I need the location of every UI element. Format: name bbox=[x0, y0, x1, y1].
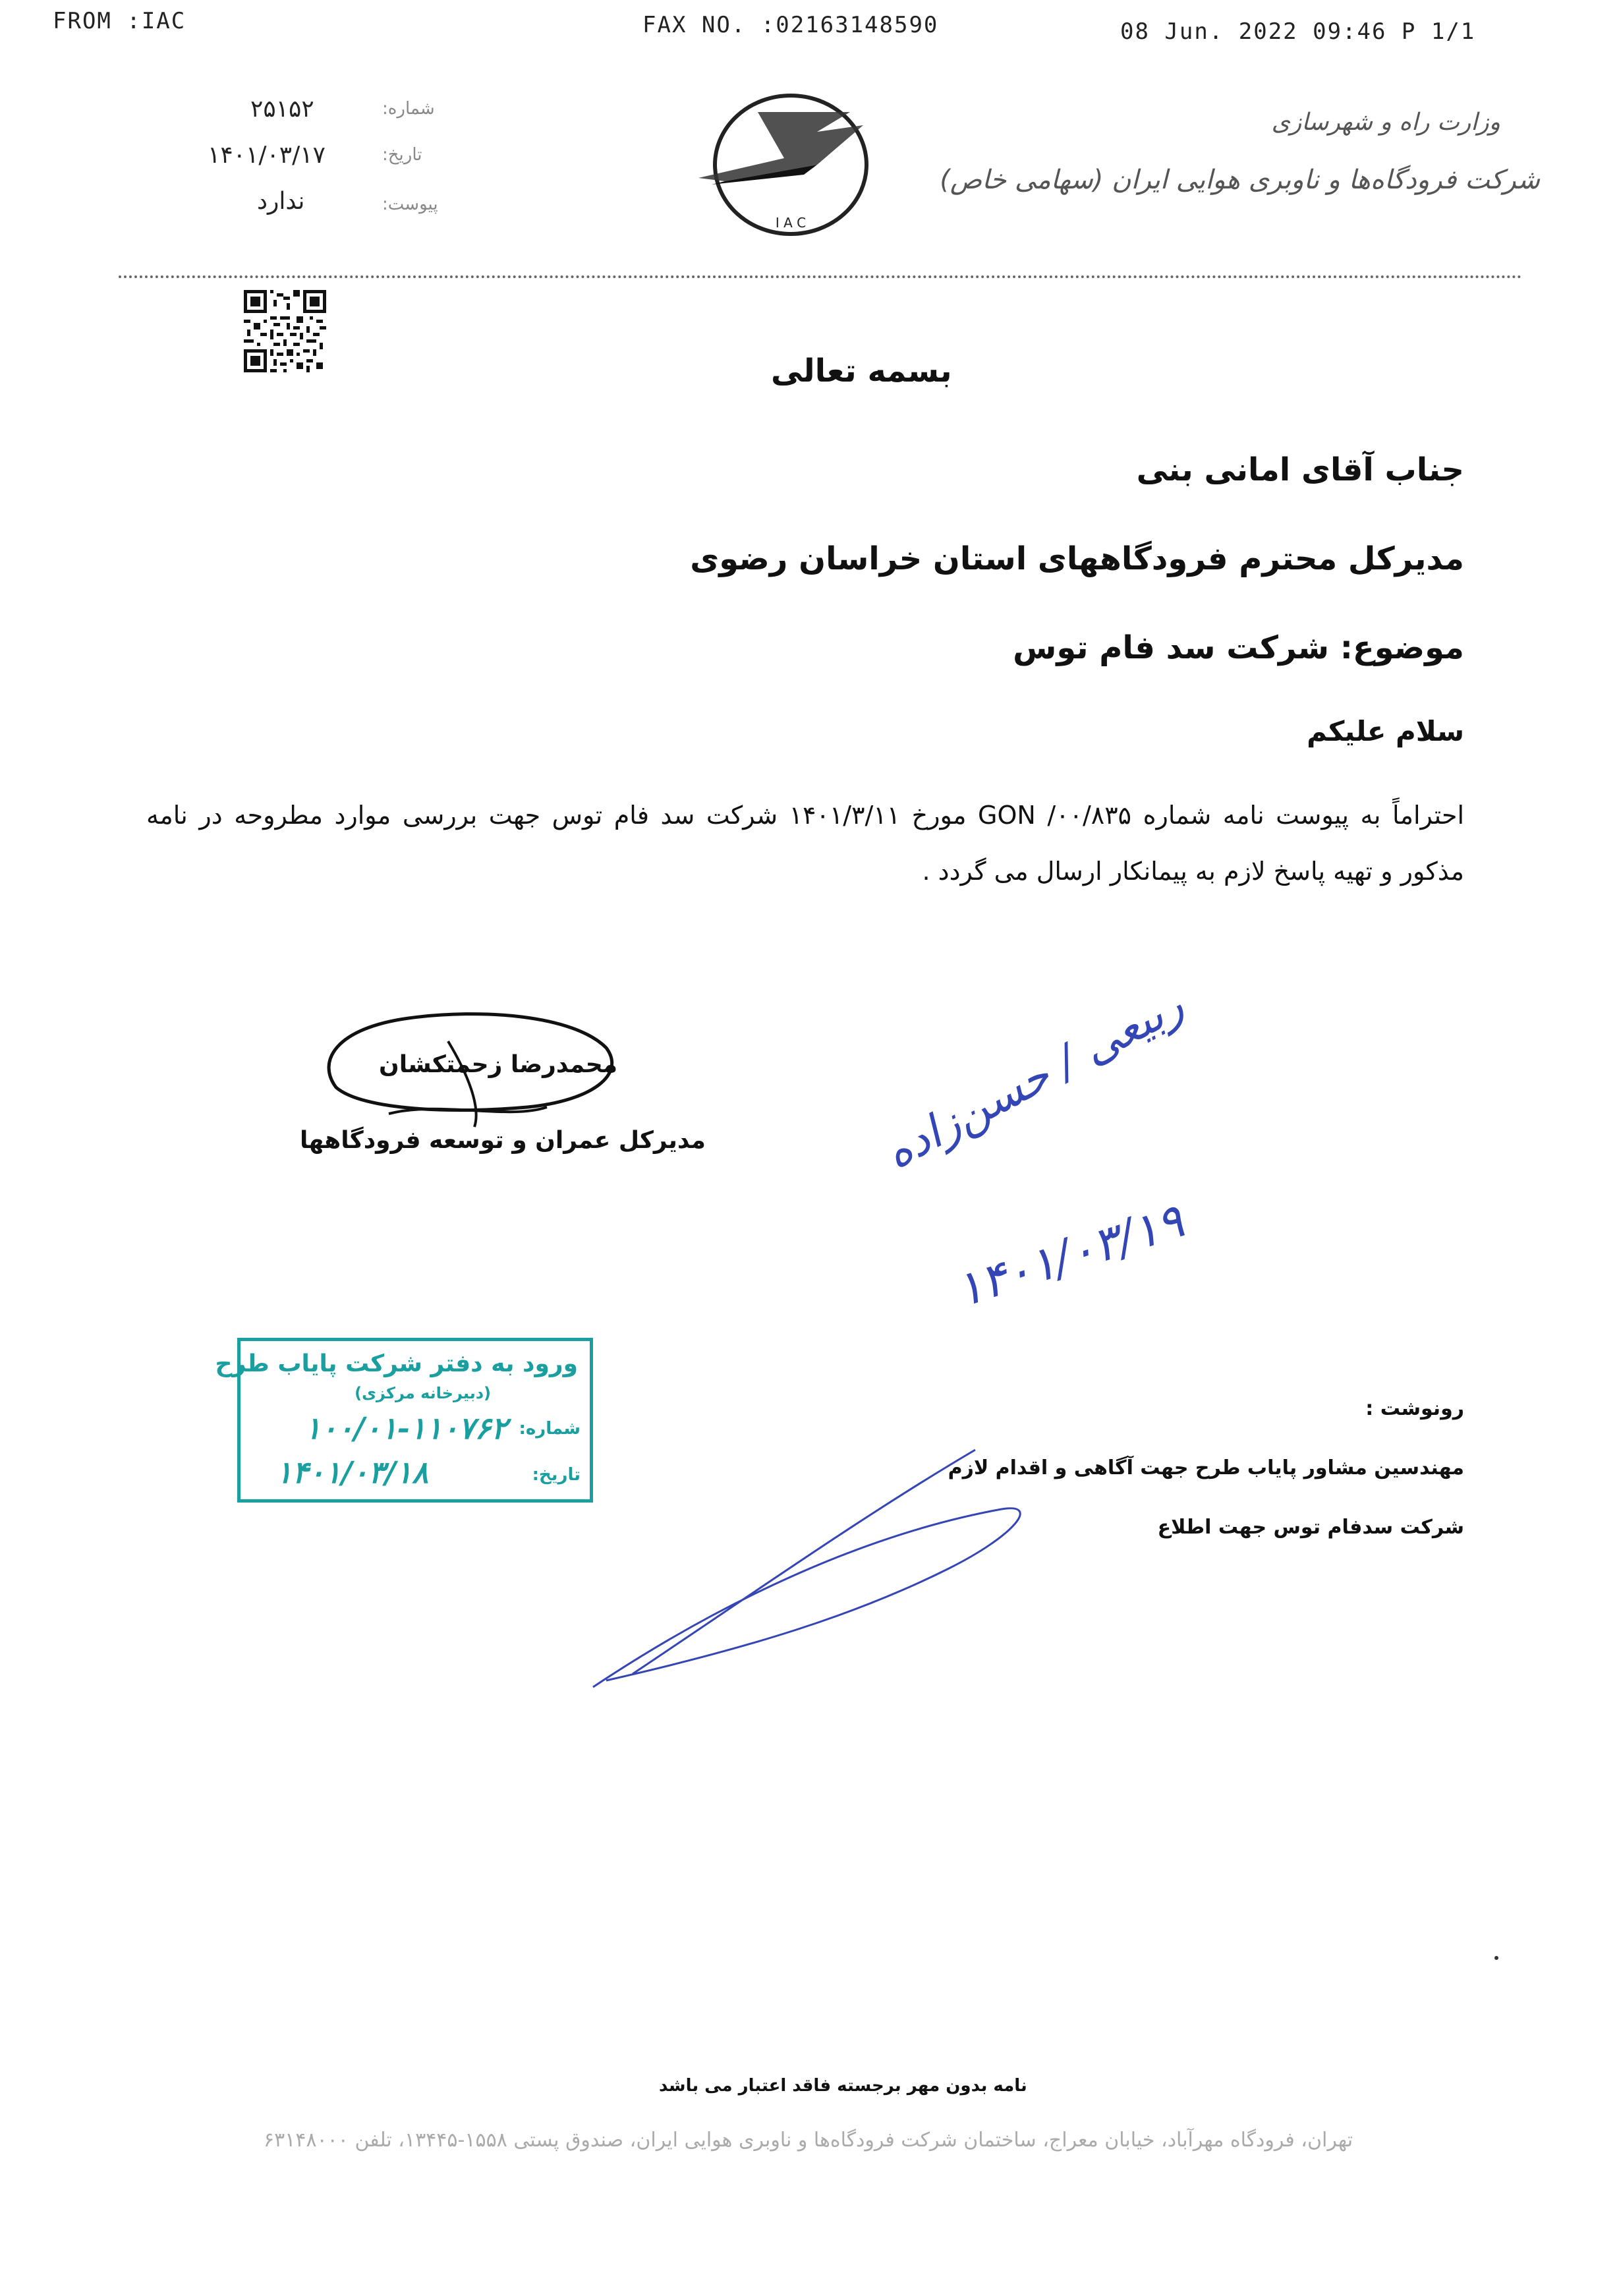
footer-validity-note: نامه بدون مهر برجسته فاقد اعتبار می باشد bbox=[659, 2076, 1027, 2096]
iac-logo-icon bbox=[685, 86, 883, 250]
number-value: ۲۵۱۵۲ bbox=[250, 96, 314, 123]
org-company: شرکت فرودگاه‌ها و ناوبری هوایی ایران (سهامی خاص) bbox=[940, 165, 1540, 195]
bismillah-heading: بسمه تعالی bbox=[771, 353, 952, 389]
receipt-stamp bbox=[215, 1338, 593, 1503]
pen-signature-icon bbox=[580, 1437, 1054, 1700]
recipient-title: مدیرکل محترم فرودگاههای استان خراسان رضوی bbox=[690, 540, 1464, 577]
cc-heading: رونوشت : bbox=[1365, 1397, 1464, 1420]
fax-date-page: 08 Jun. 2022 09:46 P 1/1 bbox=[1120, 18, 1476, 45]
subject-line: موضوع: شرکت سد فام توس bbox=[1013, 629, 1464, 666]
cc-line-contractor: شرکت سدفام توس جهت اطلاع bbox=[1157, 1516, 1464, 1539]
signatory-title: مدیرکل عمران و توسعه فرودگاهها bbox=[300, 1127, 706, 1154]
handwritten-date: ۱۴۰۱/۰۳/۱۹ bbox=[949, 1192, 1191, 1318]
greeting: سلام علیکم bbox=[1307, 715, 1464, 747]
stamp-subtitle: (دبیرخانه مرکزی) bbox=[355, 1384, 491, 1402]
fax-from: FROM :IAC bbox=[53, 8, 186, 34]
qr-code-icon bbox=[244, 290, 326, 372]
attachment-label: پیوست: bbox=[382, 194, 438, 214]
signatory-name: محمدرضا زحمتکشان bbox=[379, 1051, 618, 1078]
handwritten-note: ربیعی / حسن‌زاده bbox=[876, 979, 1192, 1180]
stamp-date-value: ۱۴۰۱/۰۳/۱۸ bbox=[275, 1454, 428, 1490]
attachment-value: ندارد bbox=[257, 188, 305, 215]
date-value: ۱۴۰۱/۰۳/۱۷ bbox=[208, 142, 326, 169]
footer-address: تهران، فرودگاه مهرآباد، خیابان معراج، ساختمان شرکت فرودگاه‌ها و ناوبری هوایی ایران، صندوق پستی ۱۵۵۸-۱۳۴۴۵، تلفن ۶۳۱۴۸۰۰۰ bbox=[264, 2129, 1353, 2152]
header-separator bbox=[119, 275, 1522, 278]
stamp-title: ورود به دفتر شرکت پایاب طرح bbox=[215, 1350, 578, 1377]
fax-number: FAX NO. :02163148590 bbox=[642, 12, 939, 38]
letter-body: احتراماً به پیوست نامه شماره ۰۰/۸۳۵/ GON مورخ ۱۴۰۱/۳/۱۱ شرکت سد فام توس جهت بررسی موارد مطروحه در نامه مذکور و تهیه پاسخ لازم به پیمانکار ارسال می گردد . bbox=[146, 801, 1464, 886]
date-label: تاریخ: bbox=[382, 145, 422, 165]
cc-line-consultant: مهندسین مشاور پایاب طرح جهت آگاهی و اقدام لازم bbox=[948, 1456, 1464, 1479]
stamp-number-label: شماره: bbox=[519, 1419, 581, 1439]
recipient-name: جناب آقای امانی بنی bbox=[1136, 451, 1464, 488]
stamp-number-value: ۱۰۰/۰۱-۱۱۰۷۶۲ bbox=[304, 1410, 507, 1446]
logo-letters: I A C bbox=[775, 215, 807, 231]
stamp-date-label: تاریخ: bbox=[532, 1465, 581, 1485]
org-ministry: وزارت راه و شهرسازی bbox=[1271, 109, 1500, 136]
scan-dot bbox=[1494, 1956, 1498, 1960]
number-label: شماره: bbox=[382, 99, 435, 119]
